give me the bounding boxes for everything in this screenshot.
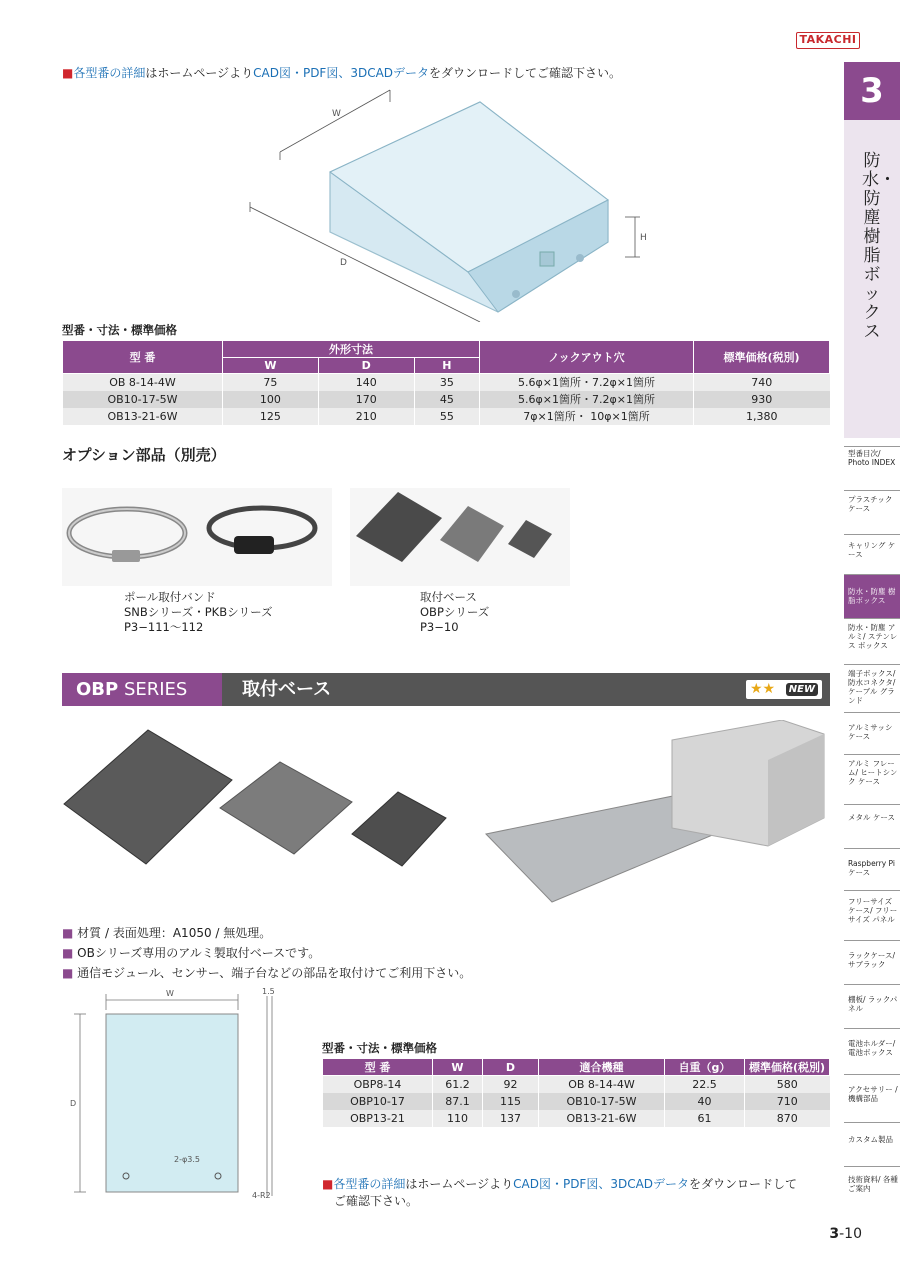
spec-table-obp: 型 番 W D 適合機種 自重（g） 標準価格(税別) OBP8-14 61.2 92 OB 8-14-4W 22.5 580 OBP10-17 87.1 115 OB10-17-5W 40 710 OBP13-21 110 137 OB13-21-6W 61 870 xyxy=(322,1058,830,1127)
side-tab-waterproof-resin[interactable]: 防水・防塵 樹脂ボックス xyxy=(844,574,900,618)
dim-h-label: H xyxy=(640,233,647,243)
chapter-category xyxy=(844,120,900,438)
side-tab-waterproof-metal[interactable]: 防水・防塵 アルミ/ ステンレス ボックス xyxy=(844,618,900,664)
note-link-cad[interactable]: CAD図・PDF図、3DCADデータ xyxy=(513,1177,690,1191)
svg-text:W: W xyxy=(166,989,174,998)
note-text-end: をダウンロードしてご確認下さい。 xyxy=(429,66,622,80)
series-name: OBP SERIES xyxy=(62,673,222,706)
brand-logo: TAKACHI xyxy=(796,32,860,49)
note-bullet: ■ xyxy=(62,66,74,80)
mount-base-option-image xyxy=(350,488,570,586)
table2-title: 型番・寸法・標準価格 xyxy=(322,1041,437,1055)
new-badge xyxy=(746,680,822,699)
note-link-details[interactable]: 各型番の詳細 xyxy=(73,66,146,80)
side-tab-custom[interactable]: カスタム製品 xyxy=(844,1122,900,1166)
note-link-cad[interactable]: CAD図・PDF図、3DCADデータ xyxy=(253,66,430,80)
star-icon: ★★ xyxy=(750,681,776,697)
clear-box xyxy=(330,102,608,312)
side-tab-freesize[interactable]: フリーサイズ ケース/ フリーサイズ パネル xyxy=(844,890,900,940)
th-w: W xyxy=(223,358,319,374)
spec-table-ob xyxy=(62,340,830,425)
table-row: OB13-21-6W 125 210 55 7φ×1箇所・ 10φ×1箇所 1,380 xyxy=(63,408,830,425)
th-price: 標準価格(税別) xyxy=(694,341,830,374)
dim-d-label: D xyxy=(340,258,347,268)
svg-text:D: D xyxy=(70,1099,77,1108)
side-tab-rack[interactable]: ラックケース/ サブラック xyxy=(844,940,900,984)
side-tab-accessory[interactable]: アクセサリー /機構部品 xyxy=(844,1074,900,1122)
chapter-number: 3 xyxy=(844,62,900,120)
side-tab-frame[interactable]: アルミ フレーム/ ヒートシンク ケース xyxy=(844,754,900,804)
side-tab-metal[interactable]: メタル ケース xyxy=(844,804,900,848)
new-label: NEW xyxy=(786,683,818,696)
bullet-usage: ■ 通信モジュール、センサー、端子台などの部品を取付けてご利用下さい。 xyxy=(62,966,472,980)
side-tab-technical[interactable]: 技術資料/ 各種ご案内 xyxy=(844,1166,900,1208)
chapter-category-label: 防水・防塵樹脂ボックス xyxy=(862,151,896,342)
table-row: OBP8-14 61.2 92 OB 8-14-4W 22.5 580 xyxy=(323,1076,830,1093)
note-link-details[interactable]: 各型番の詳細 xyxy=(333,1177,406,1191)
svg-text:2-φ3.5: 2-φ3.5 xyxy=(174,1155,200,1164)
th-knockout: ノックアウト穴 xyxy=(480,341,694,374)
side-tab-battery[interactable]: 電池ホルダー/ 電池ボックス xyxy=(844,1028,900,1074)
page-number: 3-10 xyxy=(829,1226,862,1242)
side-tab-index[interactable]: 型番目次/ Photo INDEX xyxy=(844,446,900,490)
side-tab-terminal[interactable]: 端子ボックス/ 防水コネクタ/ ケーブル グランド xyxy=(844,664,900,712)
base-dimension-drawing xyxy=(62,986,302,1216)
table-row: OB10-17-5W 100 170 45 5.6φ×1箇所・7.2φ×1箇所 930 xyxy=(63,391,830,408)
th-h: H xyxy=(414,358,479,374)
side-tab-carrying[interactable]: キャリング ケース xyxy=(844,534,900,574)
svg-text:1.5: 1.5 xyxy=(262,987,275,996)
series-header-band xyxy=(62,673,830,706)
bullet-dedicated: ■ OBシリーズ専用のアルミ製取付ベースです。 xyxy=(62,946,321,960)
table1-title: 型番・寸法・標準価格 xyxy=(62,323,177,337)
th-d: D xyxy=(318,358,414,374)
svg-text:4-R2: 4-R2 xyxy=(252,1191,271,1200)
pole-band-image xyxy=(62,488,332,586)
side-tab-raspberry[interactable]: Raspberry Piケース xyxy=(844,848,900,890)
table-row: OBP10-17 87.1 115 OB10-17-5W 40 710 xyxy=(323,1093,830,1110)
option-base-caption: 取付ベース OBPシリーズ P3−10 xyxy=(420,590,490,634)
mount-base-photos xyxy=(62,720,830,920)
note-text: はホームページより xyxy=(145,66,254,80)
series-title: 取付ベース xyxy=(242,679,332,700)
side-tab-shelf[interactable]: 棚板/ ラックパネル xyxy=(844,984,900,1028)
side-tab-plastic[interactable]: プラスチック ケース xyxy=(844,490,900,534)
top-download-note xyxy=(62,64,621,81)
table-row: OBP13-21 110 137 OB13-21-6W 61 870 xyxy=(323,1110,830,1127)
option-band-caption: ポール取付バンド SNBシリーズ・PKBシリーズ P3−111〜112 xyxy=(124,590,273,634)
bottom-download-note: ■各型番の詳細はホームページよりCAD図・PDF図、3DCADデータをダウンロードして ご確認下さい。 xyxy=(322,1177,798,1208)
th-model: 型 番 xyxy=(63,341,223,374)
bullet-material: ■ 材質 / 表面処理：A1050 / 無処理。 xyxy=(62,926,272,940)
options-title: オプション部品（別売） xyxy=(62,446,226,464)
table-row: OB 8-14-4W 75 140 35 5.6φ×1箇所・7.2φ×1箇所 740 xyxy=(63,374,830,391)
dim-w-label: W xyxy=(332,109,341,119)
th-dims: 外形寸法 xyxy=(223,341,480,358)
ob-box-illustration xyxy=(240,82,660,322)
side-tab-sash[interactable]: アルミサッシ ケース xyxy=(844,712,900,754)
